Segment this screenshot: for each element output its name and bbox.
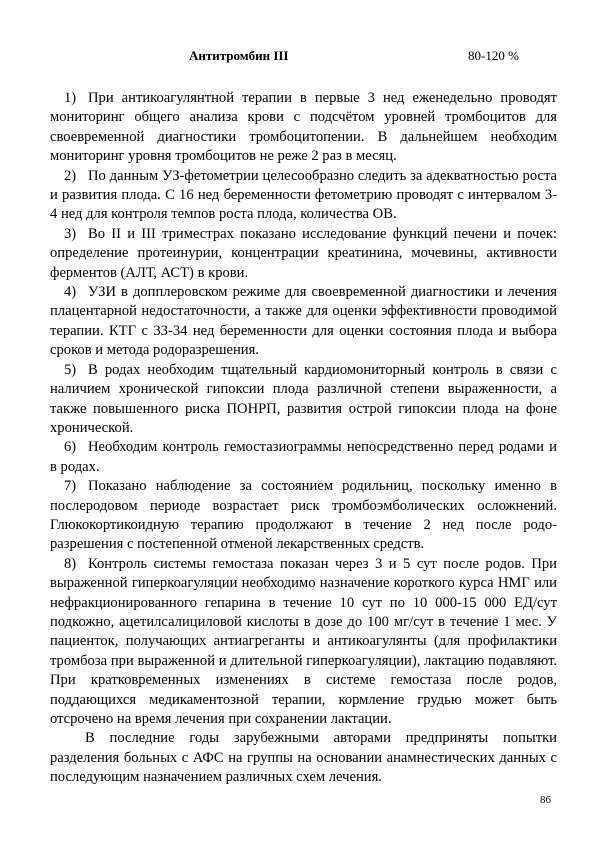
list-item-number: 7)	[64, 478, 77, 495]
list-item-number: 5)	[64, 361, 77, 378]
list-item	[50, 225, 557, 283]
list-item-text: По данным УЗ-фетометрии целесообразно следить за адекватностью роста и развития плода. С 16 нед беременности фетометрию проводят с интервалом 3-4 нед для контроля темпов роста плода, количества ОВ.	[50, 167, 557, 223]
list-item-text: Необходим контроль гемостазиограммы непосредственно перед родами и в родах.	[50, 439, 557, 475]
list-item-number: 8)	[64, 555, 77, 572]
list-item	[50, 361, 557, 439]
list-item	[50, 555, 557, 730]
list-item	[50, 438, 557, 477]
header-reference-range: 80-120 %	[468, 48, 519, 63]
final-paragraph: В последние годы зарубежными авторами предприняты попытки разделения больных с АФС на группы на основании анамнестических данных с последующим назначением различных схем лечения.	[50, 730, 557, 786]
page-header	[0, 46, 594, 66]
list-item	[50, 89, 557, 167]
list-item	[50, 167, 557, 225]
list-item-text: При антикоагулянтной терапии в первые 3 нед еженедельно проводят мониторинг общего анализа крови с подсчётом уровней тромбоцитов для своевременной диагностики тромбоцитопении. В дальнейшем необходим мониторинг уровня тромбоцитов не реже 2 раз в месяц.	[50, 90, 557, 165]
list-item-number: 4)	[64, 284, 77, 301]
list-item-text: Во II и III триместрах показано исследование функций печени и почек: определение протеинурии, концентрации креатинина, мочевины, активности ферментов (АЛТ, АСТ) в крови.	[50, 225, 557, 281]
header-title: Антитромбин III	[189, 48, 289, 63]
list-item-number: 6)	[64, 439, 77, 456]
list-item-text: УЗИ в допплеровском режиме для своевременной диагностики и лечения плацентарной недостаточности, а также для оценки эффективности проводимой терапии. КТГ с 33-34 нед беременности для оценки состояния плода и выбора сроков и метода родоразрешения.	[50, 284, 557, 359]
list-item-number: 2)	[64, 167, 77, 184]
page-number: 86	[540, 794, 551, 806]
list-item-number: 3)	[64, 225, 77, 242]
list-item-text: Контроль системы гемостаза показан через 3 и 5 сут после родов. При выраженной гиперкоагуляции необходимо назначение короткого курса НМГ или нефракционированного гепарина в течение 10 сут по 10 000-15 000 ЕД/сут подкожно, ацетилсалициловой кислоты в дозе до 100 мг/сут в течение 1 мес. У пациенток, получающих антиагреганты и антикоагулянты (для профилактики тромбоза при выраженной и длительной гиперкоагуляции), лактацию подавляют. При кратковременных изменениях в системе гемостаза после родов, поддающихся медикаментозной терапии, кормление грудью может быть отсрочено на время лечения при сохранении лактации.	[50, 555, 557, 727]
list-item	[50, 477, 557, 555]
list-item-text: В родах необходим тщательный кардиомониторный контроль в связи с наличием хронической гипоксии плода различной степени выраженности, а также повышенного риска ПОНРП, развития острой гипоксии плода на фоне хронической.	[50, 361, 557, 436]
body-text	[50, 89, 557, 788]
list-item	[50, 283, 557, 361]
list-item-number: 1)	[64, 90, 77, 106]
list-item-text: Показано наблюдение за состоянием родильниц, поскольку именно в послеродовом периоде возрастает риск тромбоэмболических осложнений. Глюкокортикоидную терапию продолжают в течение 2 нед после родоразрешения с постепенной отменой лекарственных средств.	[50, 478, 557, 553]
